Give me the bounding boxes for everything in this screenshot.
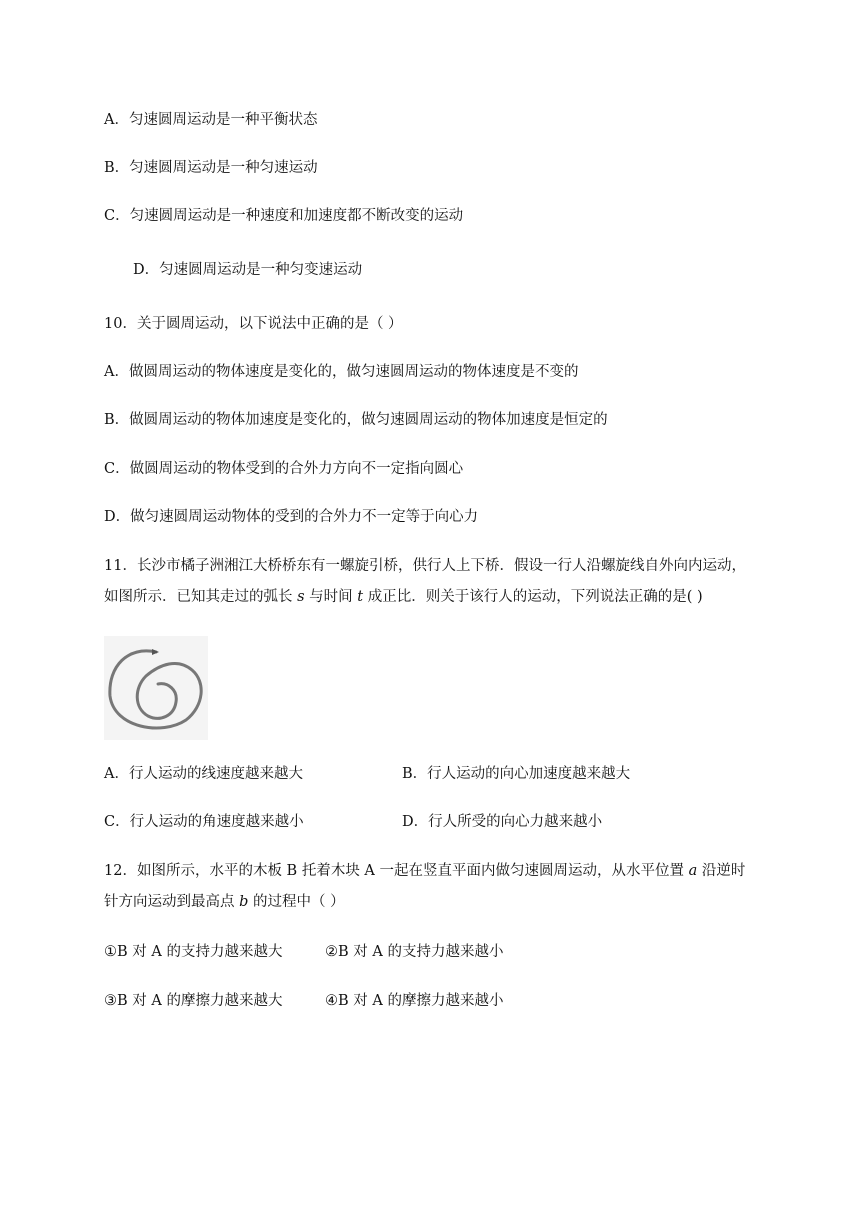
q9-option-c: C．匀速圆周运动是一种速度和加速度都不断改变的运动: [104, 208, 464, 224]
q11-stem-text: 如图所示．已知其走过的弧长: [104, 589, 298, 605]
direction-arrow-icon: [152, 649, 159, 655]
q9-option-a: A．匀速圆周运动是一种平衡状态: [104, 112, 318, 128]
q11-stem-line2: [104, 587, 703, 607]
q11-stem-text: 成正比．则关于该行人的运动，下列说法正确的是( ): [363, 589, 703, 605]
spiral-path: [110, 651, 201, 728]
q10-option-a: A．做圆周运动的物体速度是变化的，做匀速圆周运动的物体速度是不变的: [104, 364, 579, 380]
q11-stem-line1: 11．长沙市橘子洲湘江大桥桥东有一螺旋引桥，供行人上下桥．假设一行人沿螺旋线自外向内运动，: [104, 558, 746, 574]
q11-option-c: C．行人运动的角速度越来越小: [104, 814, 304, 830]
q11-option-b: B．行人运动的向心加速度越来越大: [402, 766, 631, 782]
q12-statement-2: ②B 对 A 的支持力越来越小: [325, 944, 504, 960]
q12-stem-line1: [104, 861, 745, 881]
q11-option-d: D．行人所受的向心力越来越小: [402, 814, 603, 830]
q11-stem-text: 与时间: [304, 589, 358, 605]
q12-stem-text: 12．如图所示，水平的木板 B 托着木块 A 一起在竖直平面内做匀速圆周运动，从水平位置: [104, 863, 689, 879]
q12-statement-4: ④B 对 A 的摩擦力越来越小: [325, 993, 504, 1009]
q10-option-d: D．做匀速圆周运动物体的受到的合外力不一定等于向心力: [104, 509, 479, 525]
q12-stem-text: 沿逆时: [697, 863, 746, 879]
q12-stem-line2: [104, 892, 345, 912]
q12-statement-1: ①B 对 A 的支持力越来越大: [104, 944, 283, 960]
q9-option-d: D．匀速圆周运动是一种匀变速运动: [133, 262, 363, 278]
var-s: s: [297, 589, 305, 605]
q9-option-b: B．匀速圆周运动是一种匀速运动: [104, 160, 318, 176]
spiral-figure: [104, 636, 208, 740]
q12-statement-3: ③B 对 A 的摩擦力越来越大: [104, 993, 283, 1009]
var-a: a: [688, 863, 698, 879]
q12-stem-text: 的过程中（ ）: [248, 894, 345, 910]
q11-option-a: A．行人运动的线速度越来越大: [104, 766, 303, 782]
var-b: b: [239, 894, 249, 910]
spiral-diagram: [104, 636, 208, 740]
q12-stem-text: 针方向运动到最高点: [104, 894, 240, 910]
var-t: t: [357, 589, 364, 605]
q10-option-c: C．做圆周运动的物体受到的合外力方向不一定指向圆心: [104, 461, 464, 477]
q10-option-b: B．做圆周运动的物体加速度是变化的，做匀速圆周运动的物体加速度是恒定的: [104, 412, 608, 428]
q10-stem: 10．关于圆周运动，以下说法中正确的是（ ）: [104, 316, 403, 332]
